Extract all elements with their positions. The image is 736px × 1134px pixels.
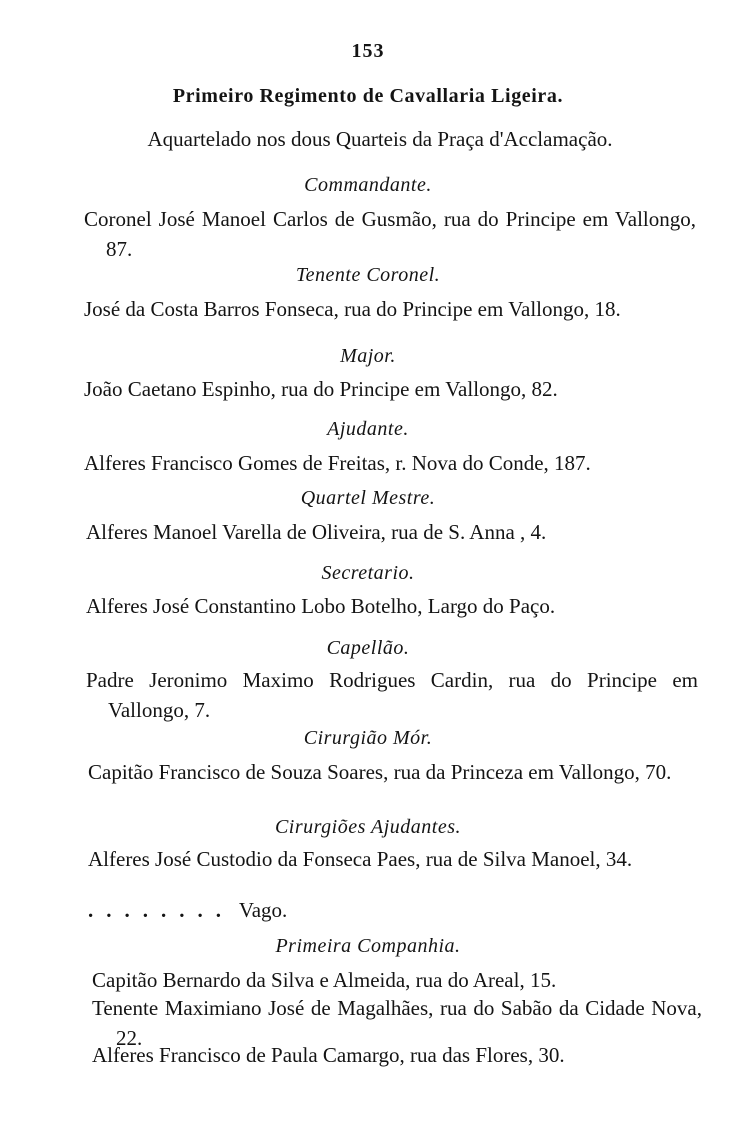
entry-quartel-mestre: Alferes Manoel Varella de Oliveira, rua de S. Anna , 4. (86, 520, 547, 544)
entry-commandante: Coronel José Manoel Carlos de Gusmão, rua do Principe em Vallongo, 87. (84, 207, 696, 261)
vacant-line (88, 898, 287, 923)
role-heading-capellao: Capellão. (326, 637, 410, 659)
entry-company-tenente: Tenente Maximiano José de Magalhães, rua do Sabão da Cidade Nova, 22. (92, 996, 702, 1050)
role-heading-major: Major. (340, 345, 396, 367)
leader-dots: ........ (88, 898, 234, 922)
entry-cirurgioes-ajudantes: Alferes José Custodio da Fonseca Paes, rua de Silva Manoel, 34. (88, 847, 633, 871)
entry-capellao: Padre Jeronimo Maximo Rodrigues Cardin, rua do Principe em Vallongo, 7. (86, 668, 698, 722)
role-heading-secretario: Secretario. (321, 562, 415, 584)
role-heading-quartel-mestre: Quartel Mestre. (300, 487, 436, 509)
entry-ajudante: Alferes Francisco Gomes de Freitas, r. Nova do Conde, 187. (84, 451, 591, 475)
entry-company-alferes: Alferes Francisco de Paula Camargo, rua das Flores, 30. (92, 1043, 565, 1067)
page-subtitle: Aquartelado nos dous Quarteis da Praça d'Acclamação. (147, 127, 613, 151)
page-number: 153 (351, 40, 385, 62)
entry-secretario: Alferes José Constantino Lobo Botelho, Largo do Paço. (86, 594, 556, 618)
role-heading-primeira-companhia: Primeira Companhia. (275, 935, 461, 957)
vacant-text: Vago. (238, 898, 288, 922)
entry-major: João Caetano Espinho, rua do Principe em Vallongo, 82. (84, 377, 558, 401)
entry-cirurgiao-mor: Capitão Francisco de Souza Soares, rua da Princeza em Vallongo, 70. (88, 760, 672, 784)
role-heading-ajudante: Ajudante. (327, 418, 409, 440)
entry-company-capitao: Capitão Bernardo da Silva e Almeida, rua do Areal, 15. (92, 968, 557, 992)
page-title: Primeiro Regimento de Cavallaria Ligeira. (172, 85, 564, 107)
role-heading-tenente-coronel: Tenente Coronel. (295, 264, 441, 286)
entry-tenente-coronel: José da Costa Barros Fonseca, rua do Principe em Vallongo, 18. (84, 297, 621, 321)
role-heading-commandante: Commandante. (304, 174, 432, 196)
role-heading-cirurgioes-ajudantes: Cirurgiões Ajudantes. (274, 816, 462, 838)
role-heading-cirurgiao-mor: Cirurgião Mór. (303, 727, 433, 749)
